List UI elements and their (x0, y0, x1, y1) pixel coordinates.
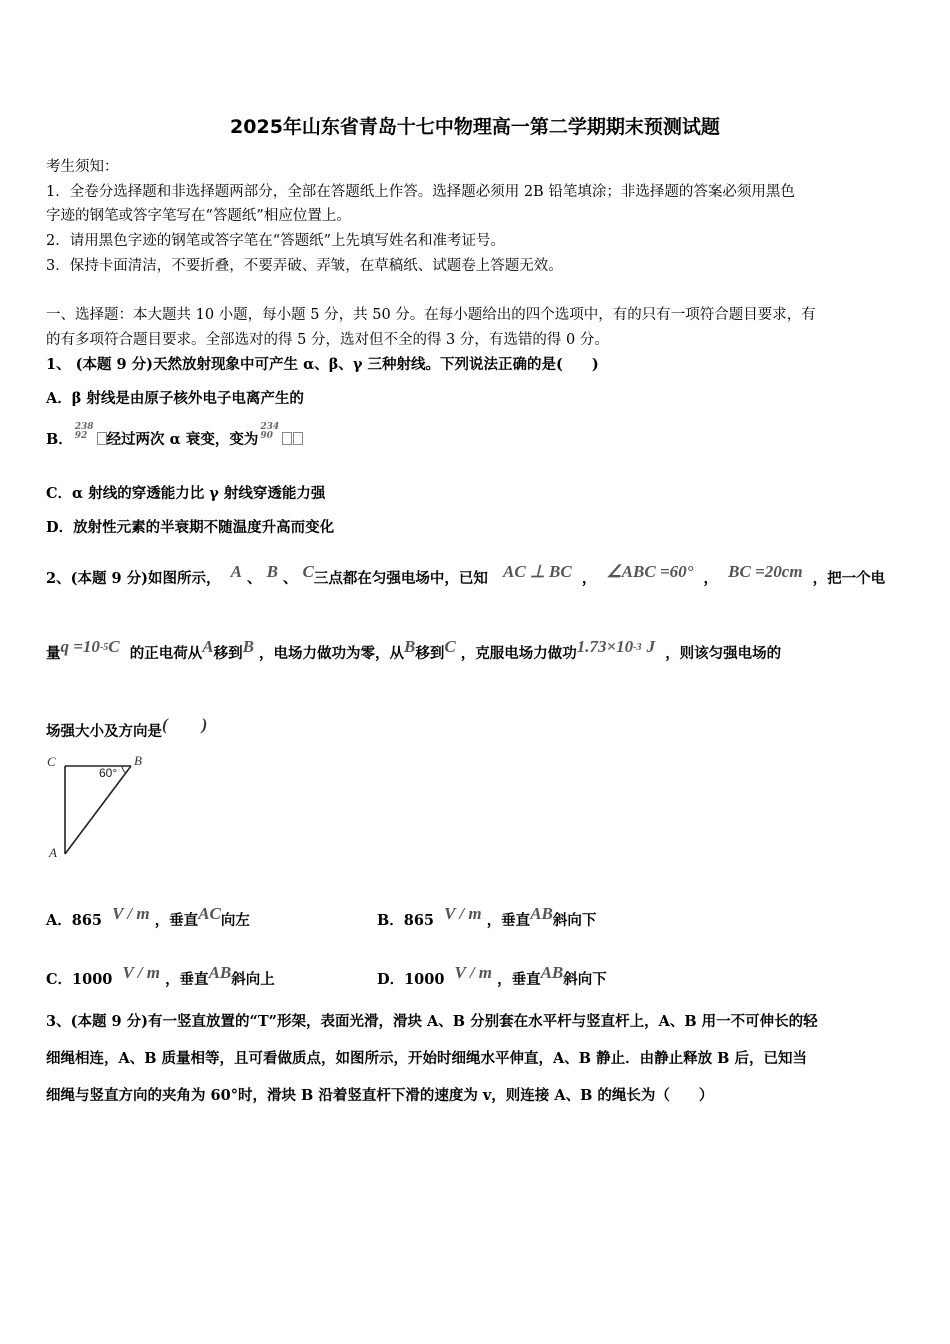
q2-text: ，则该匀强电场的 (665, 645, 782, 662)
point-b: B (403, 637, 416, 656)
q2-stem-line-3 (46, 710, 207, 741)
q1-stem: 1、 (本题 9 分)天然放射现象中可产生 α、β、γ 三种射线。下列说法正确的是( ) (46, 356, 599, 373)
nuclide-atomic-number: 90 (260, 431, 273, 441)
point-b: B (242, 637, 254, 656)
unit: V / m (454, 963, 493, 982)
option-label: A．865 (46, 912, 103, 929)
option-direction: 向左 (220, 912, 250, 929)
q2-text: ，克服电场力做功 (460, 645, 577, 662)
point-a: A (202, 637, 214, 656)
segment-name: AB (530, 904, 553, 923)
point-b: B (266, 562, 278, 581)
section-intro-1: 一、选择题：本大题共 10 小题，每小题 5 分，共 50 分。在每小题给出的四个选项中，有的只有一项符合题目要求，有 (46, 307, 816, 323)
nuclide-th234 (260, 423, 279, 441)
q2-stem-line-2 (46, 637, 781, 663)
figure-label-a: A (49, 845, 57, 860)
option-direction: 斜向下 (563, 971, 607, 988)
figure-angle-label: 60° (99, 766, 118, 780)
notice-line-1a: 1．全卷分选择题和非选择题两部分，全部在答题纸上作答。选择题必须用 2B 铅笔填涂；非选择题的答案必须用黑色 (46, 184, 795, 200)
option-label: C．1000 (46, 971, 113, 988)
q2-text: 移到 (415, 645, 445, 662)
segment-name: AB (540, 963, 564, 982)
q2-text: 2、(本题 9 分)如图所示， (46, 570, 221, 587)
unit: V / m (122, 963, 160, 982)
q2-text: 量 (46, 645, 61, 662)
q2-option-a (46, 904, 250, 930)
formula-perpendicular: AC ⊥ BC (503, 562, 572, 581)
option-label: D．1000 (377, 971, 445, 988)
option-label: B．865 (377, 912, 435, 929)
missing-glyph-icon (282, 432, 292, 445)
q1-option-b-label: B． (46, 431, 73, 448)
option-text: ，垂直 (486, 912, 531, 929)
formula-work: 1.73×10 (576, 637, 634, 656)
q2-stem-line-1 (46, 562, 885, 588)
formula-work-exponent: -3 (633, 642, 642, 653)
formula-charge: q =10 (60, 637, 100, 656)
q2-text: 场强大小及方向是 (46, 723, 162, 740)
q2-text: ，把一个电 (812, 570, 886, 587)
triangle-figure (44, 750, 154, 862)
segment-name: AC (198, 904, 221, 923)
notice-line-2: 2．请用黑色字迹的钢笔或答字笔在“答题纸”上先填写姓名和准考证号。 (46, 233, 506, 249)
figure-label-b: B (134, 753, 142, 768)
q2-option-d (377, 963, 607, 989)
notice-line-3: 3．保持卡面清洁，不要折叠，不要弄破、弄皱，在草稿纸、试题卷上答题无效。 (46, 258, 563, 274)
page-title: 2025年山东省青岛十七中物理高一第二学期期末预测试题 (230, 116, 720, 138)
q2-option-c (46, 963, 275, 989)
segment-ab (65, 766, 131, 854)
unit: V / m (112, 904, 150, 923)
nuclide-mass-number: 238 (74, 422, 94, 432)
missing-glyph-icon (293, 432, 303, 445)
unit: V / m (444, 904, 482, 923)
separator: ， (581, 570, 597, 587)
option-text: ，垂直 (165, 971, 209, 988)
notice-heading: 考生须知： (46, 159, 119, 175)
point-c: C (302, 562, 314, 581)
point-c: C (444, 637, 456, 656)
formula-charge-unit: C (108, 637, 120, 656)
formula-charge-exponent: -5 (99, 642, 109, 653)
nuclide-u238 (75, 423, 94, 441)
option-text: ，垂直 (154, 912, 199, 929)
angle-arc (122, 766, 126, 773)
separator: 、 (282, 570, 298, 587)
q2-option-b (377, 904, 596, 930)
q1-option-b (46, 423, 303, 449)
option-direction: 斜向上 (231, 971, 275, 988)
point-a: A (230, 562, 242, 581)
q2-text: 移到 (213, 645, 243, 662)
nuclide-atomic-number: 92 (74, 431, 88, 441)
notice-line-1b: 字迹的钢笔或答字笔写在“答题纸”相应位置上。 (46, 208, 351, 224)
answer-blank: ( ) (162, 715, 208, 734)
option-direction: 斜向下 (552, 912, 597, 929)
q2-text: ，电场力做功为零，从 (258, 645, 404, 662)
q1-option-d: D．放射性元素的半衰期不随温度升高而变化 (46, 519, 335, 536)
formula-work-unit: J (646, 637, 656, 656)
separator: ， (703, 570, 719, 587)
q2-text: 的正电荷从 (129, 645, 203, 662)
formula-angle: ∠ABC =60° (606, 562, 694, 581)
segment-name: AB (208, 963, 232, 982)
q3-stem-line-1: 3、(本题 9 分)有一竖直放置的“T”形架，表面光滑，滑块 A、B 分别套在水平杆与竖直杆上，A、B 用一不可伸长的轻 (46, 1013, 818, 1030)
nuclide-mass-number: 234 (260, 422, 280, 432)
section-intro-2: 的有多项符合题目要求。全部选对的得 5 分，选对但不全的得 3 分，有选错的得 0 分。 (46, 332, 609, 348)
q1-option-b-text: 经过两次 α 衰变，变为 (106, 431, 259, 448)
q1-option-c: C．α 射线的穿透能力比 γ 射线穿透能力强 (46, 485, 326, 502)
figure-label-c: C (47, 754, 56, 769)
missing-glyph-icon (97, 432, 107, 445)
q2-text: 三点都在匀强电场中，已知 (313, 570, 488, 587)
q1-option-a: A．β 射线是由原子核外电子电离产生的 (46, 390, 304, 407)
option-text: ，垂直 (497, 971, 541, 988)
separator: 、 (247, 570, 262, 587)
q3-stem-line-3: 细绳与竖直方向的夹角为 60°时，滑块 B 沿着竖直杆下滑的速度为 v，则连接 A、B 的绳长为（ ） (46, 1087, 714, 1104)
q3-stem-line-2: 细绳相连，A、B 质量相等，且可看做质点，如图所示，开始时细绳水平伸直，A、B 静止．由静止释放 B 后，已知当 (46, 1050, 807, 1067)
formula-bc-length: BC =20cm (728, 562, 803, 581)
